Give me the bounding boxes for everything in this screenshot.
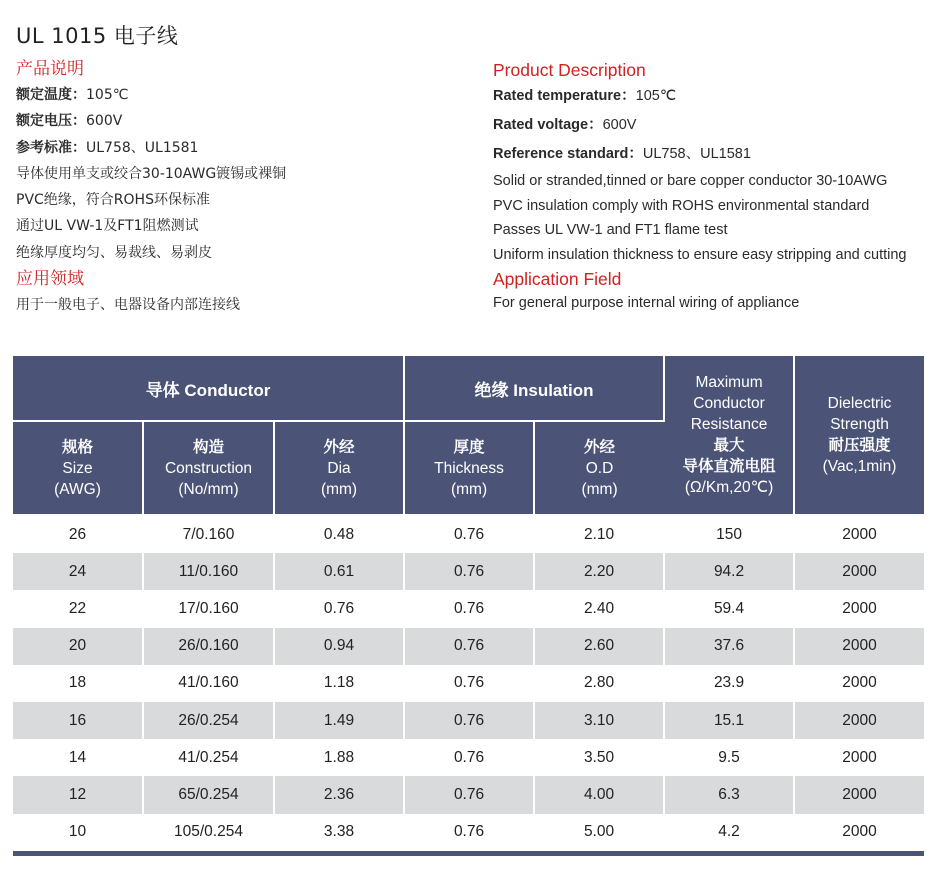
en-spec-value: 105℃	[635, 88, 677, 104]
cn-feature: 通过UL VW-1及FT1阻燃测试	[16, 218, 199, 235]
cell-od: 2.10	[534, 515, 664, 553]
cell-thickness: 0.76	[404, 739, 534, 776]
cell-thickness: 0.76	[404, 590, 534, 627]
cell-thickness: 0.76	[404, 776, 534, 813]
cn-feature: 绝缘厚度均匀、易裁线、易剥皮	[16, 244, 212, 261]
header-unit: (mm)	[320, 480, 358, 498]
od-header	[534, 421, 664, 515]
en-feature: Uniform insulation thickness to ensure easy stripping and cutting	[493, 246, 907, 263]
cn-spec-label: 额定温度	[16, 87, 72, 103]
en-feature: Passes UL VW-1 and FT1 flame test	[493, 222, 728, 239]
cell-dielectric: 2000	[842, 748, 877, 766]
resistance-header	[664, 356, 794, 515]
spec-table-body	[13, 515, 924, 853]
cell-thickness: 0.76	[404, 665, 534, 702]
dielectric-en-line: Dielectric	[827, 395, 892, 412]
dielectric-header	[794, 356, 924, 515]
chinese-description	[16, 56, 466, 318]
cell-od: 2.40	[534, 590, 664, 627]
table-row	[13, 814, 924, 854]
en-spec-label: Reference standard	[493, 146, 629, 162]
cell-od: 2.80	[534, 665, 664, 702]
cn-feature: 导体使用单支或绞合30-10AWG镀锡或裸铜	[16, 165, 287, 182]
cell-dia: 1.88	[274, 739, 404, 776]
cell-construction: 17/0.160	[143, 590, 274, 627]
cell-od: 2.20	[534, 553, 664, 590]
cell-dia: 3.38	[274, 814, 404, 854]
cell-resistance: 37.6	[664, 628, 794, 665]
header-unit: (mm)	[450, 480, 488, 498]
cell-dielectric: 2000	[842, 525, 877, 543]
table-row	[13, 628, 924, 665]
header-en: Size	[62, 459, 93, 477]
header-unit: (No/mm)	[178, 480, 239, 498]
cell-dielectric: 2000	[794, 702, 924, 739]
cell-od: 3.10	[534, 702, 664, 739]
cn-spec-value: 600V	[86, 113, 123, 130]
cn-feature: PVC绝缘，符合ROHS环保标准	[16, 192, 210, 209]
cn-spec-label: 额定电压	[16, 113, 72, 130]
cn-spec-temperature: 额定温度：105℃	[16, 87, 129, 103]
cell-size: 18	[13, 665, 143, 702]
cn-application-text: 用于一般电子、电器设备内部连接线	[16, 297, 240, 314]
insulation-group-header: 绝缘 Insulation	[404, 356, 664, 421]
cell-size: 26	[13, 515, 143, 553]
cell-dielectric: 2000	[794, 628, 924, 665]
cell-thickness: 0.76	[404, 702, 534, 739]
header-en: Dia	[327, 459, 351, 477]
table-row	[13, 776, 924, 813]
header-cn: 规格	[61, 438, 93, 456]
dia-header	[274, 421, 404, 515]
cell-thickness: 0.76	[404, 628, 534, 665]
header-en: Thickness	[434, 459, 504, 477]
table-row	[13, 665, 924, 702]
cn-description-heading: 产品说明	[16, 59, 84, 79]
cell-resistance: 9.5	[664, 739, 794, 776]
cell-construction: 11/0.160	[143, 553, 274, 590]
cell-construction: 26/0.160	[143, 628, 274, 665]
cn-spec-label: 参考标准	[16, 139, 72, 156]
cell-resistance: 94.2	[664, 553, 794, 590]
cn-spec-standard: 参考标准：UL758、UL1581	[16, 139, 199, 156]
header-unit: (AWG)	[54, 480, 101, 498]
table-row	[13, 702, 924, 739]
cell-dia: 0.61	[274, 553, 404, 590]
en-spec-value: 600V	[602, 117, 637, 133]
cn-spec-value: 105℃	[86, 87, 129, 103]
cell-od: 3.50	[534, 739, 664, 776]
cell-size: 16	[13, 702, 143, 739]
header-unit: (mm)	[581, 480, 618, 498]
dielectric-unit: (Vac,1min)	[822, 458, 897, 475]
cell-construction: 41/0.160	[143, 665, 274, 702]
cn-spec-voltage: 额定电压：600V	[16, 113, 123, 130]
en-spec-label: Rated temperature	[493, 88, 622, 104]
en-spec-value: UL758、UL1581	[642, 146, 751, 162]
english-description	[493, 58, 933, 316]
resistance-en-line: Maximum	[695, 374, 763, 391]
cell-construction: 41/0.254	[143, 739, 274, 776]
header-en: O.D	[585, 459, 614, 477]
table-row	[13, 739, 924, 776]
cell-dia: 0.94	[274, 628, 404, 665]
cell-dielectric: 2000	[794, 553, 924, 590]
resistance-en-line: Conductor	[693, 395, 765, 412]
cell-size: 20	[13, 628, 143, 665]
cell-resistance: 4.2	[664, 814, 794, 854]
cell-od: 5.00	[534, 814, 664, 854]
en-spec-temperature: Rated temperature：105℃	[493, 88, 677, 104]
cell-od: 2.60	[534, 628, 664, 665]
header-cn: 构造	[192, 438, 224, 456]
cell-size: 12	[13, 776, 143, 813]
header-cn: 厚度	[453, 438, 485, 456]
cell-construction: 105/0.254	[143, 814, 274, 854]
dielectric-en-line: Strength	[830, 416, 889, 433]
dielectric-cn-line: 耐压强度	[828, 437, 891, 454]
cell-construction: 26/0.254	[143, 702, 274, 739]
cell-size: 22	[13, 590, 143, 627]
page-title: UL 1015 电子线	[16, 24, 179, 48]
en-application-text: For general purpose internal wiring of appliance	[493, 295, 800, 312]
header-en: Construction	[164, 459, 252, 477]
cell-construction: 7/0.160	[143, 515, 274, 553]
header-cn: 外经	[584, 438, 616, 456]
cn-application-heading: 应用领域	[16, 269, 84, 290]
size-header	[13, 421, 143, 515]
cell-size: 10	[13, 814, 143, 854]
cell-size: 14	[13, 739, 143, 776]
en-application-heading: Application Field	[493, 269, 622, 290]
en-spec-standard: Reference standard：UL758、UL1581	[493, 146, 751, 162]
header-cn: 外经	[323, 438, 355, 456]
construction-header	[143, 421, 274, 515]
en-feature: PVC insulation comply with ROHS environmental standard	[493, 197, 870, 214]
cell-construction: 65/0.254	[143, 776, 274, 813]
cell-dia: 1.18	[274, 665, 404, 702]
en-description-heading: Product Description	[493, 60, 646, 80]
cell-dielectric: 2000	[842, 674, 877, 692]
resistance-cn-line: 最大	[713, 437, 745, 454]
cell-resistance: 15.1	[664, 702, 794, 739]
spec-table	[13, 356, 924, 856]
table-row	[13, 590, 924, 627]
en-spec-label: Rated voltage	[493, 117, 589, 133]
cell-resistance: 23.9	[664, 665, 794, 702]
table-row	[13, 553, 924, 590]
cell-dielectric: 2000	[794, 776, 924, 813]
resistance-unit: (Ω/Km,20℃)	[684, 479, 774, 496]
en-spec-voltage: Rated voltage：600V	[493, 117, 637, 133]
cell-dia: 0.48	[274, 515, 404, 553]
cn-spec-value: UL758、UL1581	[86, 139, 199, 156]
cell-resistance: 6.3	[664, 776, 794, 813]
cell-size: 24	[13, 553, 143, 590]
cell-dielectric: 2000	[794, 814, 924, 854]
cell-dia: 2.36	[274, 776, 404, 813]
cell-thickness: 0.76	[404, 814, 534, 854]
cell-dia: 1.49	[274, 702, 404, 739]
table-row	[13, 515, 924, 553]
cell-resistance: 59.4	[664, 590, 794, 627]
en-feature: Solid or stranded,tinned or bare copper conductor 30-10AWG	[493, 173, 888, 189]
cell-dielectric: 2000	[842, 599, 877, 617]
thickness-header	[404, 421, 534, 515]
resistance-en-line: Resistance	[690, 416, 768, 433]
cell-resistance: 150	[664, 515, 794, 553]
cell-thickness: 0.76	[404, 553, 534, 590]
resistance-cn-line: 导体直流电阻	[682, 458, 776, 475]
cell-od: 4.00	[534, 776, 664, 813]
cell-thickness: 0.76	[404, 515, 534, 553]
conductor-group-header: 导体 Conductor	[13, 356, 404, 421]
cell-dia: 0.76	[274, 590, 404, 627]
